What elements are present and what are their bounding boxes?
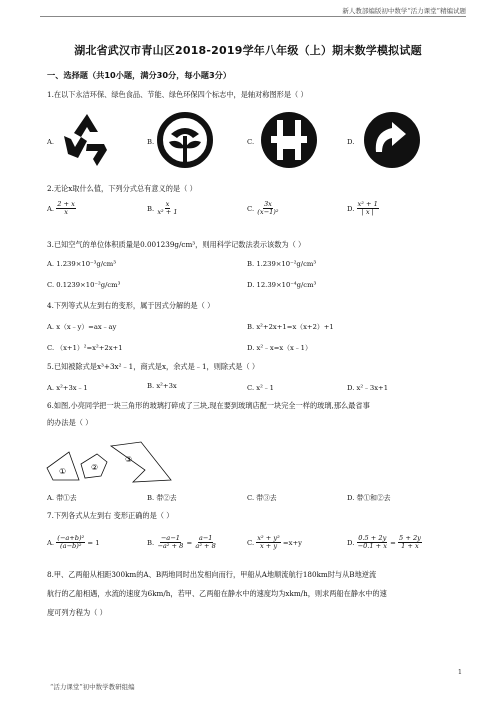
q3-option-a: A. 1.239×10⁻³g/cm³ [47,260,116,268]
recycle-logo-icon [60,110,114,168]
q4-option-b: B. x²+2x+1=x（x+2）+1 [247,323,334,331]
q3-option-d: D. 12.39×10⁻⁴g/cm³ [247,281,317,289]
q2-label-a: A. [47,204,55,213]
header-note: 新人教部编版初中数学“活力课堂”精编试题 [342,7,466,15]
page-number: 1 [457,668,462,676]
q6-option-d: D. 带①和②去 [347,494,391,502]
q7-c-denominator: x + y [259,542,278,551]
q7-b-right-denominator: a² + 8 [195,542,216,551]
question-4-stem: 4.下列等式从左到右的变形，属于因式分解的是（ ） [47,301,215,310]
q7-d-right-denominator: 1 + x [401,542,419,551]
q1-label-b: B. [147,138,155,146]
q7-label-b: B. [147,538,155,547]
q5-option-c: C. x²﹣1 [247,384,274,392]
q7-b-equals: = [186,538,193,547]
section-heading: 一、选择题（共10小题，满分30分，每小题3分） [47,70,232,80]
q7-d-equals: = [390,538,396,547]
question-5-stem: 5.已知被除式是x³+3x²﹣1，商式是x，余式是﹣1，则除式是（ ） [47,362,260,371]
q2-a-numerator: 2 + x [57,200,75,208]
q2-d-numerator: x² + 1 [357,200,378,208]
q5-option-d: D. x²﹣3x+1 [347,384,389,392]
q7-option-c [247,535,302,551]
piece-1-label: ① [59,467,67,476]
q2-option-b [147,201,179,217]
q7-c-numerator: x² + y² [257,534,280,542]
q2-c-fraction [256,201,279,217]
q7-d-right-numerator: 5 + 2y [399,534,421,542]
question-3-stem: 3.已知空气的单位体积质量是0.001239g/cm³，则用科学记数法表示该数为（ ） [47,240,306,249]
q6-option-c: C. 带③去 [247,494,277,502]
q7-option-d [347,535,422,551]
q7-a-denominator: (a−b)² [60,542,82,551]
q2-option-c [247,201,280,217]
q7-b-left-numerator: −a−1 [160,534,180,542]
question-7-stem: 7.下列各式从左到右 变形正确的是（ ） [47,511,174,520]
q2-c-numerator: 3x [263,200,272,208]
page-title: 湖北省武汉市青山区2018-2019学年八年级（上）期末数学模拟试题 [74,44,422,57]
q7-b-left-fraction [156,535,184,551]
q7-c-rhs: =x+y [282,538,302,547]
q7-label-a: A. [47,538,55,547]
q2-option-d [347,201,379,217]
q3-option-c: C. 0.1239×10⁻²g/cm³ [47,281,121,289]
q2-b-denominator: x² + 1 [157,208,178,217]
question-8-line3: 度可列方程为（ ） [47,608,107,617]
q2-c-denominator: (x−1)² [257,208,279,217]
q2-option-a [47,201,76,217]
q4-option-a: A. x（x﹣y）=ax﹣ay [47,323,117,331]
piece-3-label: ③ [125,455,133,464]
q7-a-numerator: (−a+b)² [57,534,85,542]
q7-option-a [47,535,100,551]
q7-a-rhs: = 1 [87,538,100,547]
q2-d-denominator: | x | [361,208,374,217]
piece-2-label: ② [91,463,99,472]
q2-label-d: D. [347,204,355,213]
q2-a-denominator: x [64,208,68,217]
q7-option-b [147,535,217,551]
q7-c-fraction [256,535,280,551]
energy-saving-logo-icon [259,110,319,170]
q2-label-b: B. [147,204,155,213]
question-6-stem-line1: 6.如图,小亮同学把一块三角形的玻璃打碎成了三块,现在要到玻璃店配一块完全一样的玻璃,那么最省事 [47,401,370,410]
q7-d-left-fraction [357,535,388,551]
question-8-line2: 航行的乙船相遇，水流的速度为6km/h，若甲、乙两船在静水中的速度均为xkm/h，则求两船在静水中的速 [47,589,387,598]
green-food-logo-icon [157,112,213,168]
header-rule [40,16,466,17]
q1-label-d: D. [347,138,355,146]
q7-d-left-numerator: 0.5 + 2y [358,534,387,542]
q6-option-a: A. 带①去 [47,494,77,502]
broken-glass-figure [45,440,175,484]
q2-b-numerator: x [165,200,170,208]
q7-d-left-denominator: −0.1 + x [357,542,387,551]
footer-note: “活力课堂”初中数学教研组编 [50,683,135,691]
q7-b-left-denominator: −a² + 8 [157,542,184,551]
q7-b-right-numerator: a−1 [198,534,213,542]
q6-option-b: B. 带②去 [147,494,177,502]
q7-label-d: D. [347,538,355,547]
q7-d-right-fraction [398,535,422,551]
q7-label-c: C. [247,538,255,547]
q1-label-c: C. [247,138,255,146]
question-6-stem-line2: 的办法是（ ） [47,418,93,427]
q2-b-fraction [156,201,178,217]
q5-option-b: B. x²+3x [147,382,177,390]
q2-label-c: C. [247,204,255,213]
green-environment-logo-icon [362,110,422,170]
q5-option-a: A. x²+3x﹣1 [47,384,88,392]
question-2-stem: 2.无论x取什么值，下列分式总有意义的是（ ） [47,184,197,193]
question-8-line1: 8.甲、乙两船从相距300km的A、B两地同时出发相向而行，甲船从A地顺流航行180km时与从B地逆流 [47,570,377,579]
q1-label-a: A. [47,138,55,146]
question-1-stem: 1.在以下永洁环保、绿色食品、节能、绿色环保四个标志中，是轴对称图形是（ ） [47,90,308,99]
q7-b-right-fraction [194,535,217,551]
q7-a-fraction [56,535,85,551]
q4-option-c: C. （x+1）²=x²+2x+1 [47,344,123,352]
q2-d-fraction [357,201,379,217]
q4-option-d: D. x²﹣x=x（x﹣1） [247,344,312,352]
q2-a-fraction [56,201,76,217]
q3-option-b: B. 1.239×10⁻²g/cm³ [247,260,317,268]
